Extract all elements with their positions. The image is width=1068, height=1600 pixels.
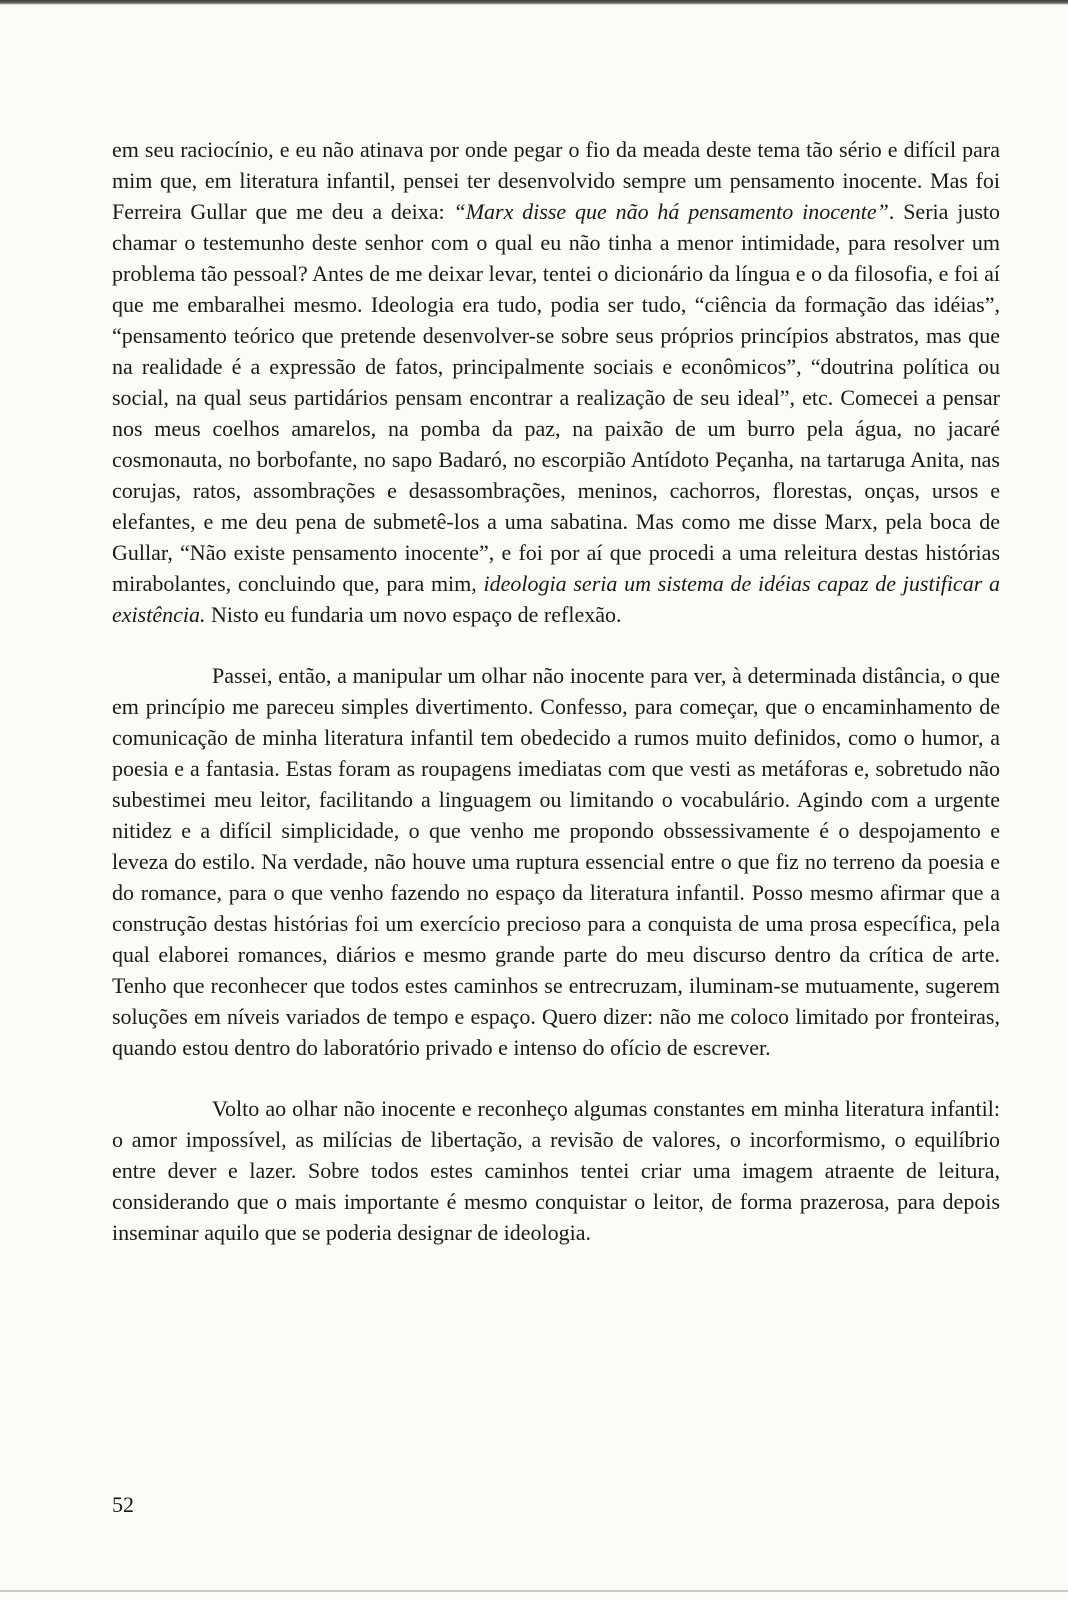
paragraph-1-text-c: Nisto eu fundaria um novo espaço de reflexão.: [205, 602, 622, 627]
paragraph-2-text: Passei, então, a manipular um olhar não inocente para ver, à determinada distância, o que em princípio me pareceu simples divertimento. Confesso, para começar, que o encaminhamento de comunicação de minha literatura infantil tem obedecido a rumos muito definidos, como o humor, a poesia e a fantasia. Estas foram as roupagens imediatas com que vesti as metáforas e, sobretudo não subestimei meu leitor, facilitando a linguagem ou limitando o vocabulário. Agindo com a urgente nitidez e a difícil simplicidade, o que venho me propondo obssessivamente é o despojamento e leveza do estilo. Na verdade, não houve uma ruptura essencial entre o que fiz no terreno da poesia e do romance, para o que venho fazendo no espaço da literatura infantil. Posso mesmo afirmar que a construção destas histórias foi um exercício precioso para a conquista de uma prosa específica, pela qual elaborei romances, diários e mesmo grande parte do meu discurso dentro da crítica de arte. Tenho que reconhecer que todos estes caminhos se entrecruzam, iluminam-se mutuamente, sugerem soluções em níveis variados de tempo e espaço. Quero dizer: não me coloco limitado por fronteiras, quando estou dentro do laboratório privado e intenso do ofício de escrever.: [112, 663, 1000, 1060]
paragraph-1-definition-ideologia: ideologia seria um sistema de idéias capaz de justificar a existência.: [112, 571, 1000, 627]
page-number: 52: [112, 1492, 134, 1517]
paragraph-1-quote-marx: “Marx disse que não há pensamento inocente”: [453, 199, 889, 224]
scan-bottom-edge: [0, 1590, 1068, 1592]
paragraph-3-text: Volto ao olhar não inocente e reconheço algumas constantes em minha literatura infantil: o amor impossível, as milícias de libertação, a revisão de valores, o incorformismo, o equilíbrio entre dever e lazer. Sobre todos estes caminhos tentei criar uma imagem atraente de leitura, considerando que o mais importante é mesmo conquistar o leitor, de forma prazerosa, para depois inseminar aquilo que se poderia designar de ideologia.: [112, 1096, 1000, 1245]
paragraph-1-text-a: em seu raciocínio, e eu não atinava por onde pegar o fio da meada deste tema tão sério e difícil para mim que, em literatura infantil, pensei ter desenvolvido sempre um pensamento inocente. Mas foi Ferreira Gullar que me deu a deixa:: [112, 137, 1000, 224]
paragraph-2: [112, 660, 1000, 1063]
paragraph-3: [112, 1093, 1000, 1248]
paragraph-1: [112, 134, 1000, 630]
scan-top-edge: [0, 0, 1068, 5]
paragraph-1-text-b: . Seria justo chamar o testemunho deste senhor com o qual eu não tinha a menor intimidade, para resolver um problema tão pessoal? Antes de me deixar levar, tentei o dicionário da língua e o da filosofia, e foi aí que me embaralhei mesmo. Ideologia era tudo, podia ser tudo, “ciência da formação das idéias”, “pensamento teórico que pretende desenvolver-se sobre seus próprios princípios abstratos, mas que na realidade é a expressão de fatos, principalmente sociais e econômicos”, “doutrina política ou social, na qual seus partidários pensam encontrar a realização de seu ideal”, etc. Comecei a pensar nos meus coelhos amarelos, na pomba da paz, na paixão de um burro pela água, no jacaré cosmonauta, no borbofante, no sapo Badaró, no escorpião Antídoto Peçanha, na tartaruga Anita, nas corujas, ratos, assombrações e desassombrações, meninos, cachorros, florestas, onças, ursos e elefantes, e me deu pena de submetê-los a uma sabatina. Mas como me disse Marx, pela boca de Gullar, “Não existe pensamento inocente”, e foi por aí que procedi a uma releitura destas histórias mirabolantes, concluindo que, para mim,: [112, 199, 1000, 596]
page-body: [112, 134, 1000, 1248]
